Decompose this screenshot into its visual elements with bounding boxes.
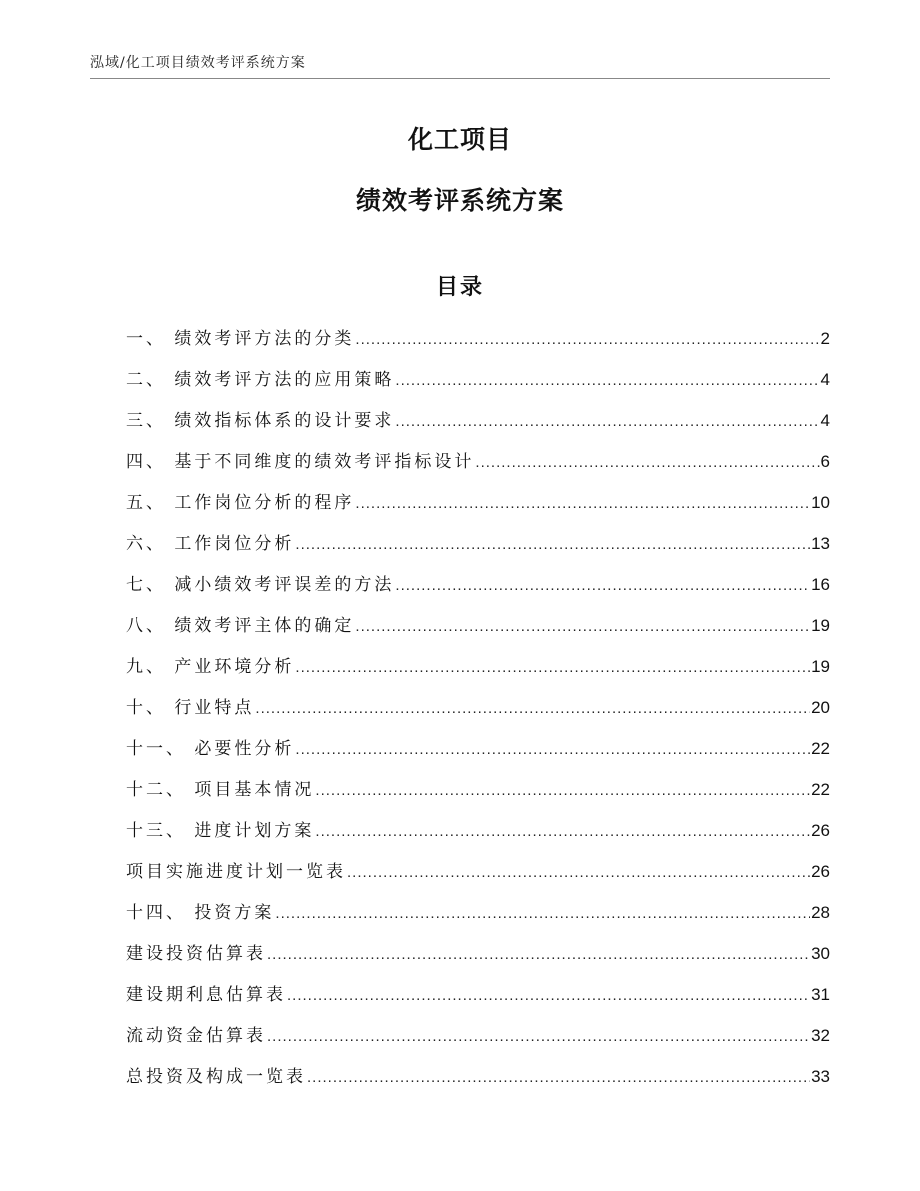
toc-entry-page: 22	[811, 739, 830, 758]
toc-entry-page: 22	[811, 780, 830, 799]
toc-entry-label: 十二、 项目基本情况	[126, 780, 315, 800]
toc-entry-label: 十、 行业特点	[126, 698, 255, 718]
toc-entry-page: 33	[811, 1067, 830, 1086]
toc-entry-page: 32	[811, 1026, 830, 1045]
toc-leader-dots	[395, 360, 819, 401]
toc-entry-label: 十一、 必要性分析	[126, 739, 295, 759]
toc-leader-dots	[295, 524, 810, 565]
toc-entry-label: 总投资及构成一览表	[126, 1067, 306, 1087]
toc-entry[interactable]	[126, 1015, 830, 1056]
toc-entry-label: 八、 绩效考评主体的确定	[126, 616, 355, 636]
toc-entry-page: 10	[811, 493, 830, 512]
document-title-line2: 绩效考评系统方案	[355, 186, 564, 215]
toc-leader-dots	[347, 852, 810, 893]
toc-entry[interactable]	[126, 359, 830, 400]
toc-entry-label: 十三、 进度计划方案	[126, 821, 315, 841]
toc-entry-page: 26	[811, 862, 830, 881]
toc-leader-dots	[315, 770, 810, 811]
toc-entry-label: 三、 绩效指标体系的设计要求	[126, 411, 395, 431]
toc-leader-dots	[287, 975, 810, 1016]
toc-leader-dots	[355, 483, 810, 524]
toc-leader-dots	[395, 565, 810, 606]
toc-entry-page: 20	[811, 698, 830, 717]
toc-leader-dots	[267, 934, 810, 975]
toc-entry[interactable]	[126, 605, 830, 646]
toc-entry[interactable]	[126, 892, 830, 933]
toc-entry[interactable]	[126, 482, 830, 523]
toc-entry-page: 28	[811, 903, 830, 922]
toc-leader-dots	[315, 811, 810, 852]
toc-entry-label: 建设投资估算表	[126, 944, 266, 964]
toc-heading: 目录	[435, 275, 484, 300]
toc-entry-page: 6	[820, 452, 830, 471]
toc-entry-label: 流动资金估算表	[126, 1026, 266, 1046]
toc-entry-label: 项目实施进度计划一览表	[126, 862, 346, 882]
toc-entry-label: 六、 工作岗位分析	[126, 534, 295, 554]
toc-entry-label: 十四、 投资方案	[126, 903, 275, 923]
toc-entry-page: 31	[811, 985, 830, 1004]
toc-leader-dots	[295, 729, 810, 770]
toc-entry[interactable]	[126, 564, 830, 605]
toc-entry-page: 13	[811, 534, 830, 553]
toc-entry-label: 九、 产业环境分析	[126, 657, 295, 677]
toc-leader-dots	[475, 442, 819, 483]
toc-leader-dots	[307, 1057, 810, 1098]
toc-entry-page: 19	[811, 616, 830, 635]
table-of-contents	[126, 318, 830, 1097]
toc-entry[interactable]	[126, 851, 830, 892]
toc-entry[interactable]	[126, 1056, 830, 1097]
toc-entry-label: 四、 基于不同维度的绩效考评指标设计	[126, 452, 475, 472]
toc-entry-label: 二、 绩效考评方法的应用策略	[126, 370, 395, 390]
toc-entry[interactable]	[126, 728, 830, 769]
toc-entry-page: 16	[811, 575, 830, 594]
toc-entry-label: 建设期利息估算表	[126, 985, 286, 1005]
toc-leader-dots	[395, 401, 819, 442]
toc-entry[interactable]	[126, 523, 830, 564]
toc-entry[interactable]	[126, 646, 830, 687]
toc-entry[interactable]	[126, 933, 830, 974]
toc-entry[interactable]	[126, 810, 830, 851]
toc-leader-dots	[275, 893, 810, 934]
toc-entry-page: 19	[811, 657, 830, 676]
toc-entry[interactable]	[126, 318, 830, 359]
toc-entry[interactable]	[126, 441, 830, 482]
toc-entry-page: 30	[811, 944, 830, 963]
toc-leader-dots	[267, 1016, 810, 1057]
running-header: 泓域/化工项目绩效考评系统方案	[90, 52, 830, 79]
toc-entry-label: 五、 工作岗位分析的程序	[126, 493, 355, 513]
toc-entry-label: 一、 绩效考评方法的分类	[126, 329, 355, 349]
toc-entry-page: 2	[820, 329, 830, 348]
toc-entry-page: 4	[820, 370, 830, 389]
toc-leader-dots	[295, 647, 810, 688]
toc-entry-page: 4	[820, 411, 830, 430]
toc-entry-label: 七、 减小绩效考评误差的方法	[126, 575, 395, 595]
toc-leader-dots	[255, 688, 810, 729]
document-title-line1: 化工项目	[407, 125, 512, 154]
toc-entry[interactable]	[126, 400, 830, 441]
toc-entry[interactable]	[126, 687, 830, 728]
toc-leader-dots	[355, 606, 810, 647]
toc-entry-page: 26	[811, 821, 830, 840]
toc-entry[interactable]	[126, 769, 830, 810]
toc-entry[interactable]	[126, 974, 830, 1015]
toc-leader-dots	[355, 319, 819, 360]
